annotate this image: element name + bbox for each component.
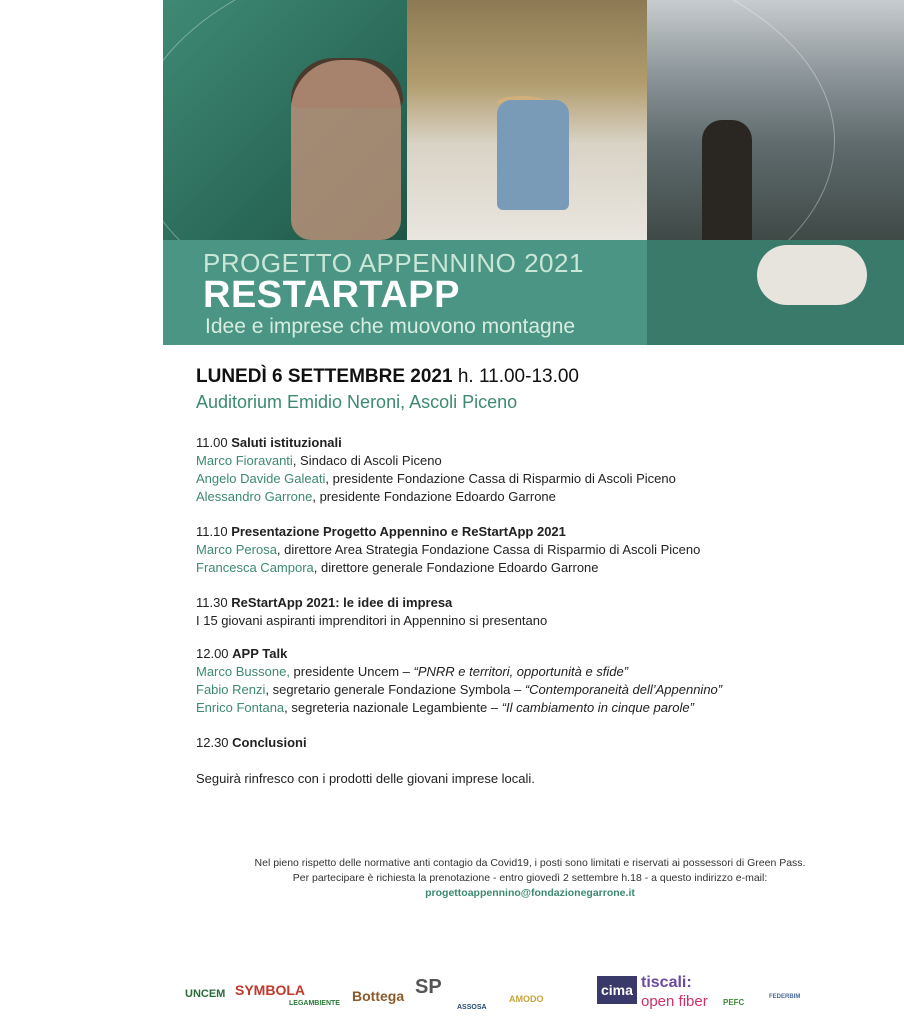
talk-title: “Contemporaneità dell’Appennino” [524, 682, 723, 697]
title-band-right [647, 240, 904, 345]
footer-notice [150, 856, 904, 901]
logo-open-fiber: open fiber [641, 993, 708, 1010]
restartapp-title: RESTARTAPP [203, 274, 460, 316]
speaker-role: presidente Uncem – [289, 664, 414, 679]
speaker-name: Marco Bussone, [196, 664, 290, 679]
item-title: ReStartApp 2021: le idee di impresa [231, 595, 453, 610]
hero-banner [163, 0, 904, 345]
event-day: LUNEDÌ 6 SETTEMBRE 2021 [196, 366, 453, 387]
tagline: Idee e imprese che muovono montagne [205, 315, 576, 338]
booking-email-link[interactable]: progettoappennino@fondazionegarrone.it [425, 887, 635, 899]
speaker-name: Francesca Campora [196, 560, 314, 575]
program-item-1 [196, 434, 856, 506]
event-time: h. 11.00-13.00 [457, 366, 579, 387]
item-time: 11.00 [196, 435, 228, 450]
speaker-role: , presidente Fondazione Cassa di Risparmio di Ascoli Piceno [325, 471, 676, 486]
speaker-role: , segreteria nazionale Legambiente – [284, 700, 502, 715]
speaker-name: Fabio Renzi [196, 682, 266, 697]
logo-pefc: PEFC [723, 998, 745, 1007]
logo-legambiente: LEGAMBIENTE [289, 1000, 340, 1007]
closing-note: Seguirà rinfresco con i prodotti delle giovani imprese locali. [196, 771, 535, 786]
event-venue: Auditorium Emidio Neroni, Ascoli Piceno [196, 392, 518, 412]
logo-bottega: Bottega [352, 988, 405, 1004]
title-band [163, 240, 904, 345]
logo-cima: cima [597, 976, 637, 1004]
logo-uncem: UNCEM [185, 988, 226, 1000]
logo-assosa: ASSOSA [457, 1004, 487, 1011]
talk-title: “PNRR e territori, opportunità e sfide” [413, 664, 629, 679]
speaker-role: , segretario generale Fondazione Symbola – [265, 682, 525, 697]
item-title: Presentazione Progetto Appennino e ReStartApp 2021 [231, 524, 566, 539]
logo-amodo: AMODO [509, 994, 544, 1004]
project-title: PROGETTO APPENNINO 2021 [203, 248, 584, 278]
program-item-2 [196, 523, 856, 577]
event-date [196, 366, 579, 388]
speaker-name: Marco Fioravanti [196, 453, 293, 468]
partner-logos [185, 968, 885, 1018]
footer-line-2: Per partecipare è richiesta la prenotazione - entro giovedì 2 settembre h.18 - a questo indirizzo e-mail: [292, 872, 768, 884]
speaker-name: Enrico Fontana [196, 700, 285, 715]
program-item-5 [196, 734, 856, 752]
program-item-3 [196, 594, 856, 630]
item-time: 12.00 [196, 646, 229, 661]
speaker-name: Angelo Davide Galeati [196, 471, 326, 486]
speaker-role: , direttore generale Fondazione Edoardo Garrone [313, 560, 599, 575]
logo-federbim: FEDERBIM [769, 994, 801, 1000]
item-time: 11.10 [196, 524, 228, 539]
logo-symbola: SYMBOLA [235, 982, 305, 998]
item-time: 12.30 [196, 735, 229, 750]
item-title: Conclusioni [232, 735, 307, 750]
speaker-name: Marco Perosa [196, 542, 277, 557]
dog-shape [757, 245, 867, 305]
logo-tiscali: tiscali: [641, 974, 692, 991]
speaker-name: Alessandro Garrone [196, 489, 313, 504]
item-time: 11.30 [196, 595, 228, 610]
item-title: APP Talk [232, 646, 288, 661]
item-title: Saluti istituzionali [231, 435, 342, 450]
footer-line-1: Nel pieno rispetto delle normative anti contagio da Covid19, i posti sono limitati e riservati ai possessori di Green Pass. [254, 857, 806, 869]
talk-title: “Il cambiamento in cinque parole” [501, 700, 694, 715]
logo-sp: SP [415, 976, 442, 998]
speaker-role: , Sindaco di Ascoli Piceno [292, 453, 442, 468]
speaker-role: , presidente Fondazione Edoardo Garrone [312, 489, 556, 504]
program-item-4 [196, 645, 856, 717]
item-note: I 15 giovani aspiranti imprenditori in Appennino si presentano [196, 613, 548, 628]
speaker-role: , direttore Area Strategia Fondazione Cassa di Risparmio di Ascoli Piceno [276, 542, 701, 557]
